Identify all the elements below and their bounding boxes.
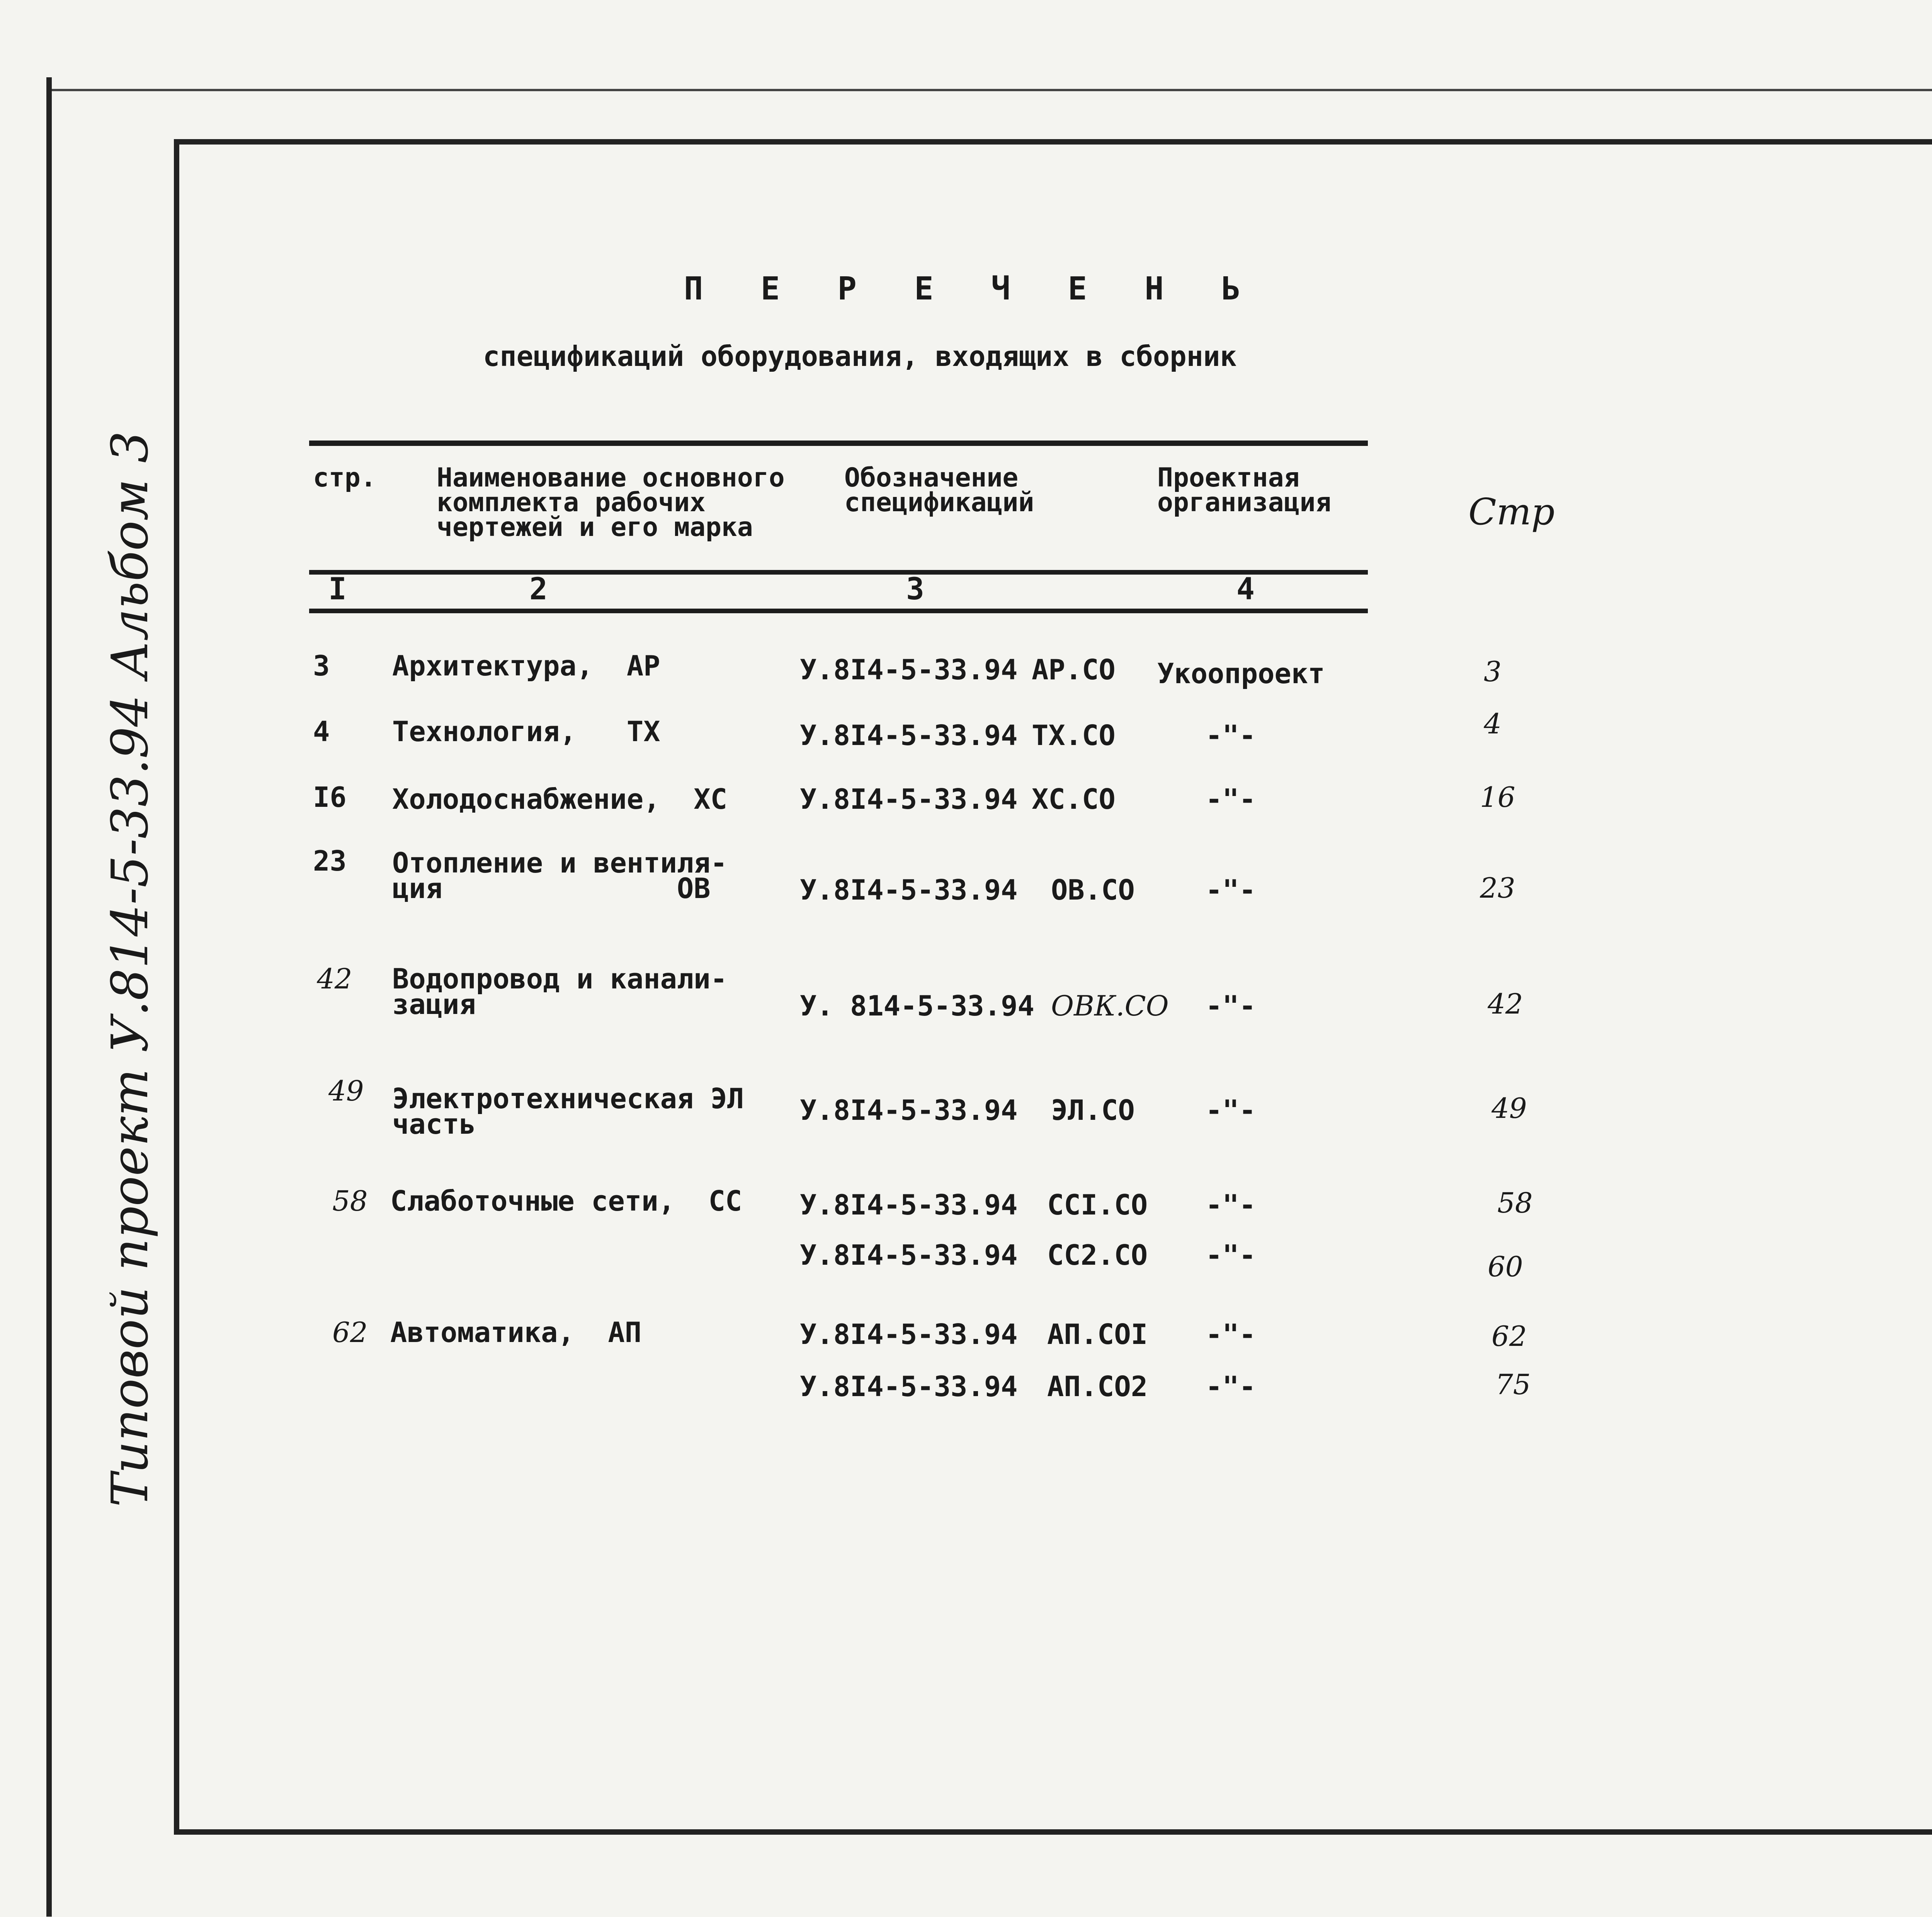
row-code: У.8I4-5-33.94 xyxy=(800,874,1018,906)
row-org: -"- xyxy=(1206,1094,1256,1126)
table-top-rule xyxy=(309,441,1368,446)
row-name: Электротехническая ЭЛ часть xyxy=(392,1082,744,1140)
row-code: У.8I4-5-33.94 xyxy=(800,783,1018,815)
row-hand-page: 16 xyxy=(1480,781,1515,813)
column-number-3: 3 xyxy=(906,572,924,607)
row-name: Холодоснабжение, ХС xyxy=(392,783,727,815)
row-hand-page: 3 xyxy=(1484,655,1502,688)
row-name: Водопровод и канали- зация xyxy=(392,963,727,1021)
row-page: I6 xyxy=(313,781,347,813)
row-mark: ССI.СО xyxy=(1047,1189,1148,1221)
row-name: Архитектура, АР xyxy=(392,650,660,682)
row-hand-page: 42 xyxy=(1488,988,1523,1020)
row-name: Технология, ТХ xyxy=(392,715,660,748)
row-org: Укоопроект xyxy=(1157,657,1325,690)
row-code: У.8I4-5-33.94 xyxy=(800,1318,1018,1351)
column-number-rule xyxy=(309,609,1368,613)
column-number-2: 2 xyxy=(529,572,548,607)
header-page-col: стр. xyxy=(313,463,376,493)
row-org: -"- xyxy=(1206,1370,1256,1403)
row-org: -"- xyxy=(1206,1239,1256,1271)
row-mark: ХС.СО xyxy=(1032,783,1116,815)
row-org: -"- xyxy=(1206,874,1256,906)
row-code: У.8I4-5-33.94 xyxy=(800,719,1018,752)
row-name: Слаботочные сети, СС xyxy=(390,1185,742,1217)
row-mark: ОВК.СО xyxy=(1051,990,1169,1022)
row-code: У. 814-5-33.94 xyxy=(800,990,1034,1022)
header-bottom-rule xyxy=(309,570,1368,575)
row-org: -"- xyxy=(1206,783,1256,815)
row-page: 49 xyxy=(328,1075,364,1107)
row-org: -"- xyxy=(1206,1189,1256,1221)
row-org: -"- xyxy=(1206,990,1256,1022)
row-code: У.8I4-5-33.94 xyxy=(800,1370,1018,1403)
row-hand-page: 60 xyxy=(1488,1250,1523,1283)
row-mark: ОВ.СО xyxy=(1051,874,1135,906)
header-name-col: Наименование основного комплекта рабочих чертежей и его марка xyxy=(437,463,785,543)
document-subtitle: спецификаций оборудования, входящих в сборник xyxy=(483,340,1237,373)
header-code-col: Обозначение спецификаций xyxy=(844,463,1034,518)
row-code: У.8I4-5-33.94 xyxy=(800,653,1018,686)
row-hand-page: 4 xyxy=(1484,708,1502,740)
row-name: Отопление и вентиля- ция ОВ xyxy=(392,847,727,905)
column-number-1: I xyxy=(328,572,347,607)
row-org: -"- xyxy=(1206,719,1256,752)
row-page: 62 xyxy=(332,1316,368,1349)
row-mark: ТХ.СО xyxy=(1032,719,1116,752)
row-code: У.8I4-5-33.94 xyxy=(800,1189,1018,1221)
row-mark: ЭЛ.СО xyxy=(1051,1094,1135,1126)
row-org: -"- xyxy=(1206,1318,1256,1351)
row-mark: АП.СО2 xyxy=(1047,1370,1148,1403)
row-mark: СС2.СО xyxy=(1047,1239,1148,1271)
row-code: У.8I4-5-33.94 xyxy=(800,1239,1018,1271)
row-page: 58 xyxy=(332,1185,368,1217)
row-mark: АП.СОI xyxy=(1047,1318,1148,1351)
row-name: Автоматика, АП xyxy=(390,1316,642,1349)
row-page: 23 xyxy=(313,845,347,877)
document-title: П Е Р Е Ч Е Н Ь xyxy=(684,270,1260,307)
column-number-4: 4 xyxy=(1236,572,1255,607)
row-hand-page: 23 xyxy=(1480,872,1515,904)
row-page: 42 xyxy=(317,963,352,995)
row-hand-page: 58 xyxy=(1497,1187,1533,1219)
row-page: 4 xyxy=(313,715,330,748)
row-hand-page: 75 xyxy=(1495,1368,1531,1401)
row-hand-page: 62 xyxy=(1492,1320,1527,1352)
row-mark: АР.СО xyxy=(1032,653,1116,686)
header-org-col: Проектная организация xyxy=(1157,463,1332,518)
marginal-project-note: Типовой проект У.814-5-33.94 Альбом 3 xyxy=(100,431,159,1507)
row-hand-page: 49 xyxy=(1492,1092,1527,1124)
row-code: У.8I4-5-33.94 xyxy=(800,1094,1018,1126)
header-handwritten-page: Стр xyxy=(1468,491,1555,533)
row-page: 3 xyxy=(313,650,330,682)
